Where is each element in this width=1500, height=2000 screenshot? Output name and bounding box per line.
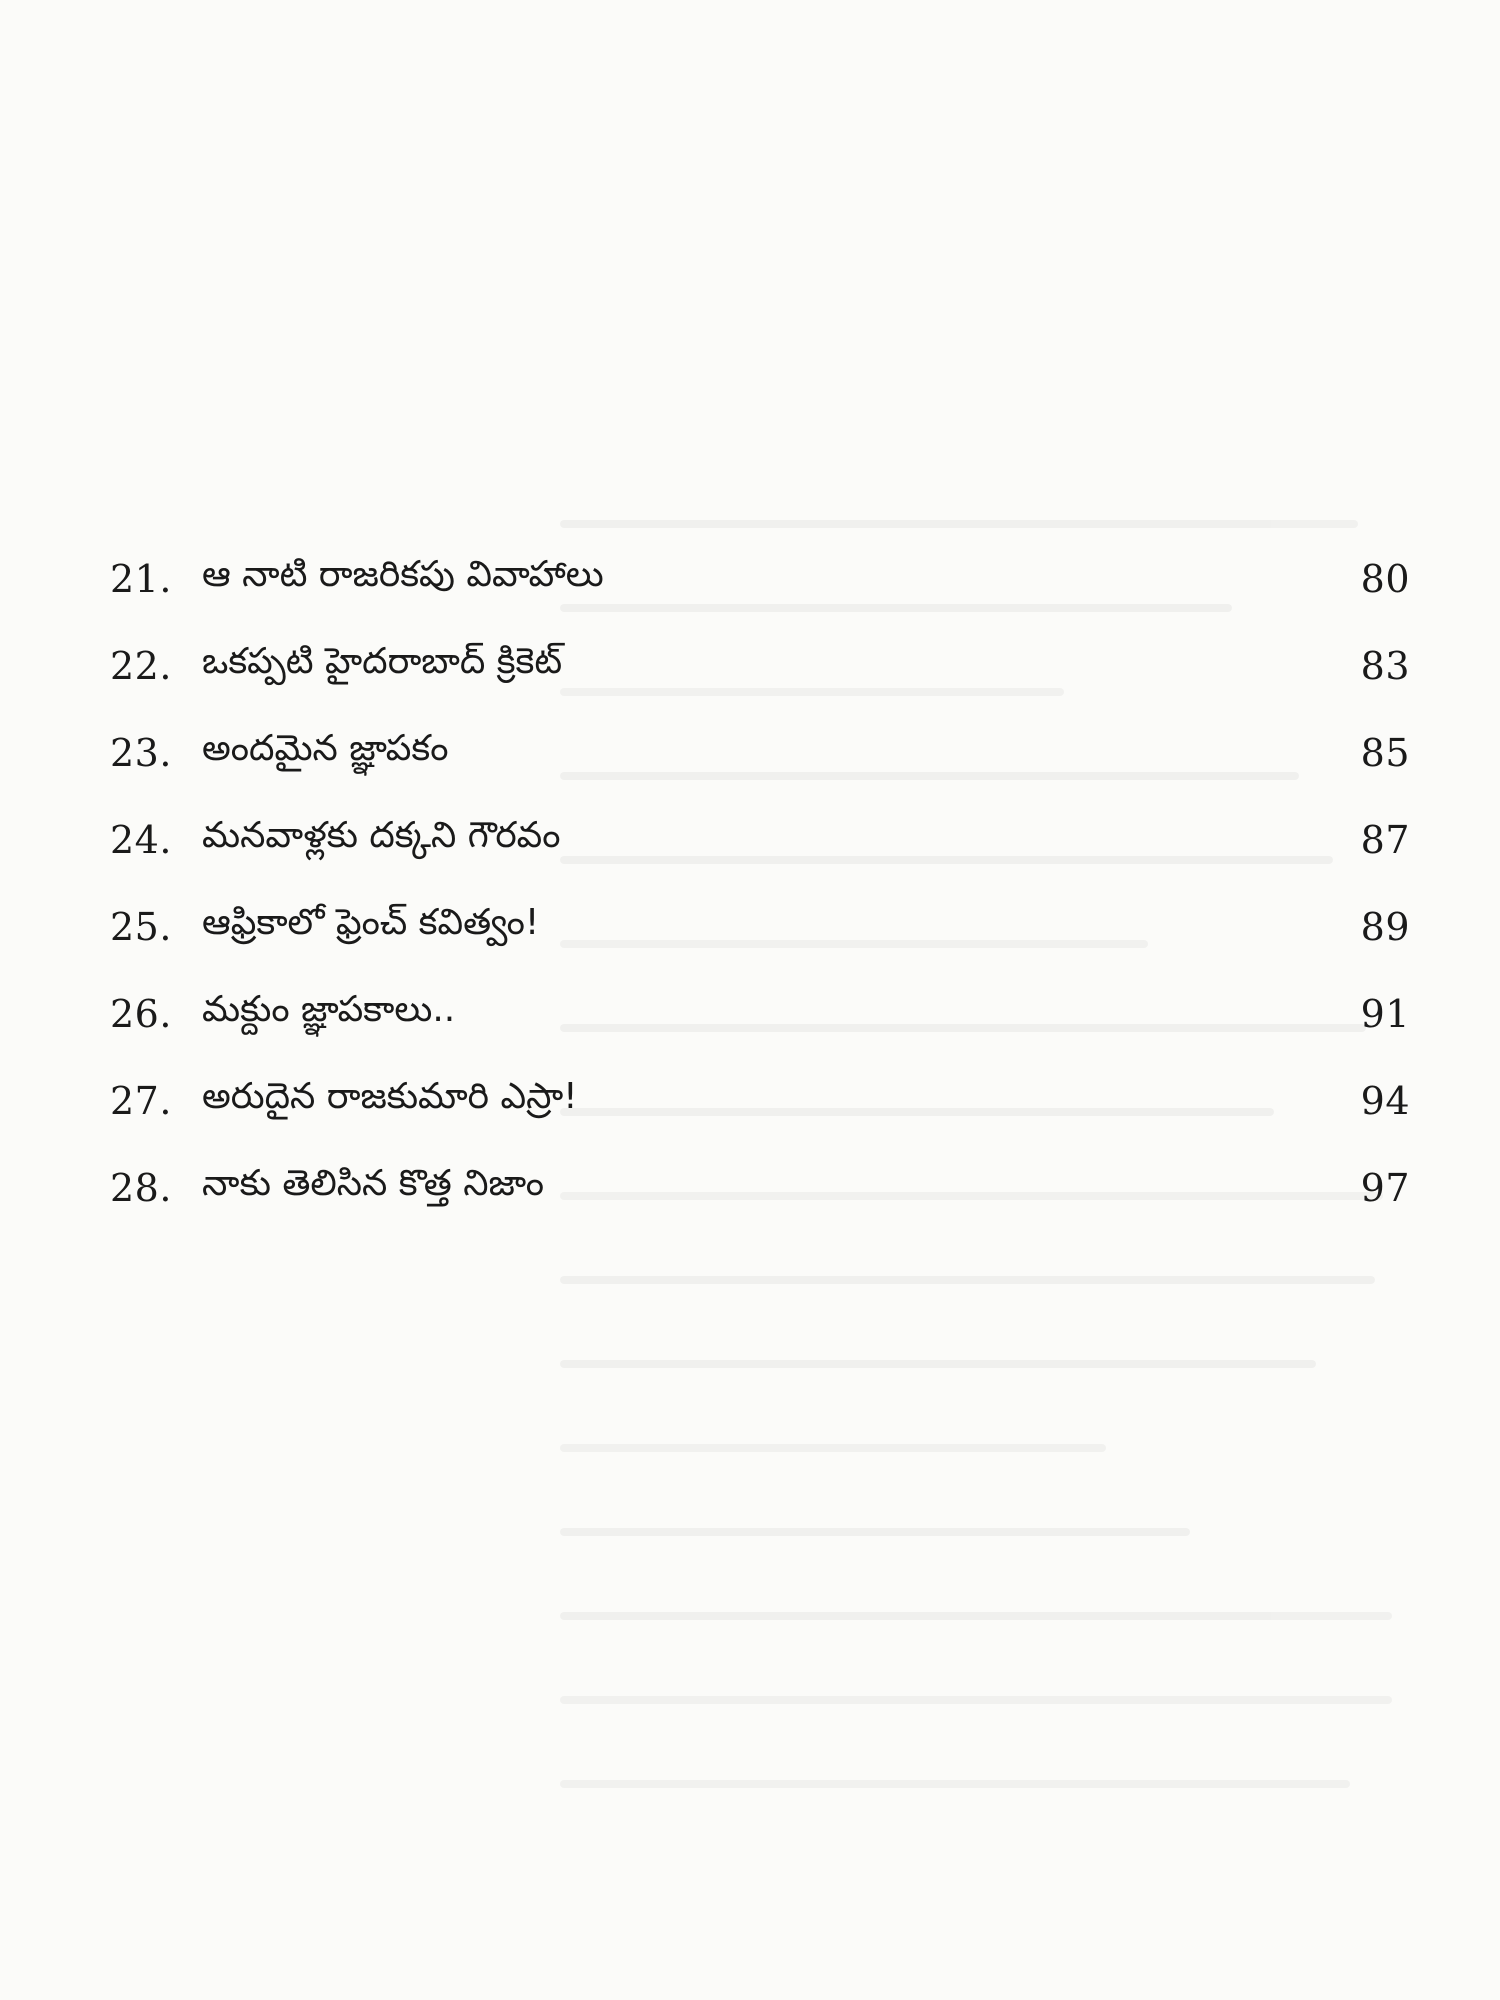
toc-entry-title: అరుదైన రాజకుమారి ఎస్రా! <box>202 1075 578 1117</box>
toc-entry-number: 24. <box>110 817 172 862</box>
toc-entry-page: 83 <box>1360 643 1410 688</box>
toc-entry-number: 25. <box>110 904 172 949</box>
toc-entry-title: నాకు తెలిసిన కొత్త నిజాం <box>202 1162 544 1204</box>
toc-entry-page: 97 <box>1360 1165 1410 1210</box>
toc-entry <box>110 796 1410 883</box>
table-of-contents <box>110 535 1410 1231</box>
toc-entry-title: అందమైన జ్ఞాపకం <box>202 727 449 769</box>
toc-entry-title: మనవాళ్లకు దక్కని గౌరవం <box>202 814 561 856</box>
toc-entry <box>110 1144 1410 1231</box>
toc-entry <box>110 535 1410 622</box>
toc-entry-page: 89 <box>1360 904 1410 949</box>
toc-entry-number: 21. <box>110 556 172 601</box>
toc-entry-title: ఒకప్పటి హైదరాబాద్ క్రికెట్ <box>202 640 563 682</box>
toc-entry-page: 91 <box>1360 991 1410 1036</box>
toc-entry-number: 28. <box>110 1165 172 1210</box>
toc-entry-page: 85 <box>1360 730 1410 775</box>
toc-entry-number: 23. <box>110 730 172 775</box>
toc-entry-title: ఆ నాటి రాజరికపు వివాహాలు <box>202 553 604 595</box>
toc-entry <box>110 970 1410 1057</box>
toc-entry-number: 26. <box>110 991 172 1036</box>
toc-entry-page: 94 <box>1360 1078 1410 1123</box>
toc-entry-page: 80 <box>1360 556 1410 601</box>
toc-entry-number: 22. <box>110 643 172 688</box>
toc-entry <box>110 883 1410 970</box>
toc-entry <box>110 622 1410 709</box>
toc-entry <box>110 709 1410 796</box>
toc-entry-title: ఆఫ్రికాలో ఫ్రెంచ్ కవిత్వం! <box>202 901 540 943</box>
toc-entry-title: మక్దుం జ్ఞాపకాలు.. <box>202 988 456 1030</box>
toc-entry-page: 87 <box>1360 817 1410 862</box>
toc-entry-number: 27. <box>110 1078 172 1123</box>
toc-entry <box>110 1057 1410 1144</box>
